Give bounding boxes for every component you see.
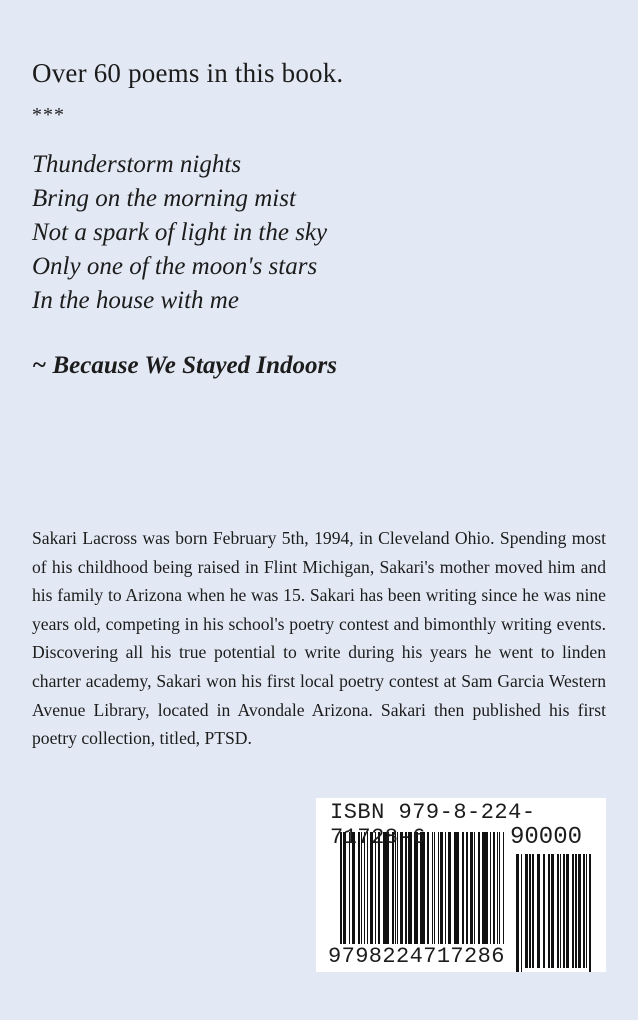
barcode-bar [525, 854, 528, 968]
barcode-bar [516, 854, 519, 972]
barcode-bar [575, 854, 577, 968]
poem-line: Bring on the morning mist [32, 185, 296, 212]
author-bio: Sakari Lacross was born February 5th, 1994, in Cleveland Ohio. Spending most of his childhood being raised in Flint Michigan, Sakari's mother moved him and his family to Arizona when he was 15. Sakari has been writing since he was nine years old, competing in his school's poetry contest and bimonthly writing events. Discovering all his true potential to write during his years he went to linden charter academy, Sakari won his first local poetry contest at Sam Garcia Western Avenue Library, located in Avondale Arizona. Sakari then published his first poetry collection, titled, PTSD. [32, 528, 606, 749]
barcode-bar [503, 832, 504, 954]
barcode-bar [543, 854, 545, 968]
barcode-bar [530, 854, 531, 968]
barcode-bar [589, 854, 591, 972]
barcode-bar [572, 854, 574, 968]
barcode-bar [529, 854, 530, 968]
barcode-bar [586, 854, 587, 968]
isbn-label: ISBN 979-8-224-71728-6 [330, 800, 536, 850]
poem-line: In the house with me [32, 287, 239, 314]
poem-line: Thunderstorm nights [32, 151, 242, 178]
poem-excerpt [32, 148, 327, 318]
barcode-bar [566, 854, 569, 968]
barcode-bar [578, 854, 581, 968]
tagline: Over 60 poems in this book. [32, 58, 344, 88]
barcode-bar [563, 854, 565, 968]
barcode-bar [560, 854, 561, 968]
barcode-bar [557, 854, 559, 968]
separator: *** [32, 104, 65, 126]
barcode-bar [499, 832, 500, 954]
poem-attribution: ~ Because We Stayed Indoors [32, 352, 337, 379]
barcode-bar [521, 854, 522, 972]
ean-digits: 9798224717286 [328, 944, 505, 969]
barcode-bar [532, 854, 534, 968]
barcode-bar [584, 854, 585, 968]
barcode-bar [551, 854, 554, 968]
poem-line: Only one of the moon's stars [32, 253, 318, 280]
barcode-bar [537, 854, 540, 968]
price-code: 90000 [510, 824, 583, 851]
barcode-bar [548, 854, 550, 968]
barcode-bar [583, 854, 584, 968]
barcode [316, 798, 606, 972]
poem-line: Not a spark of light in the sky [32, 219, 328, 246]
